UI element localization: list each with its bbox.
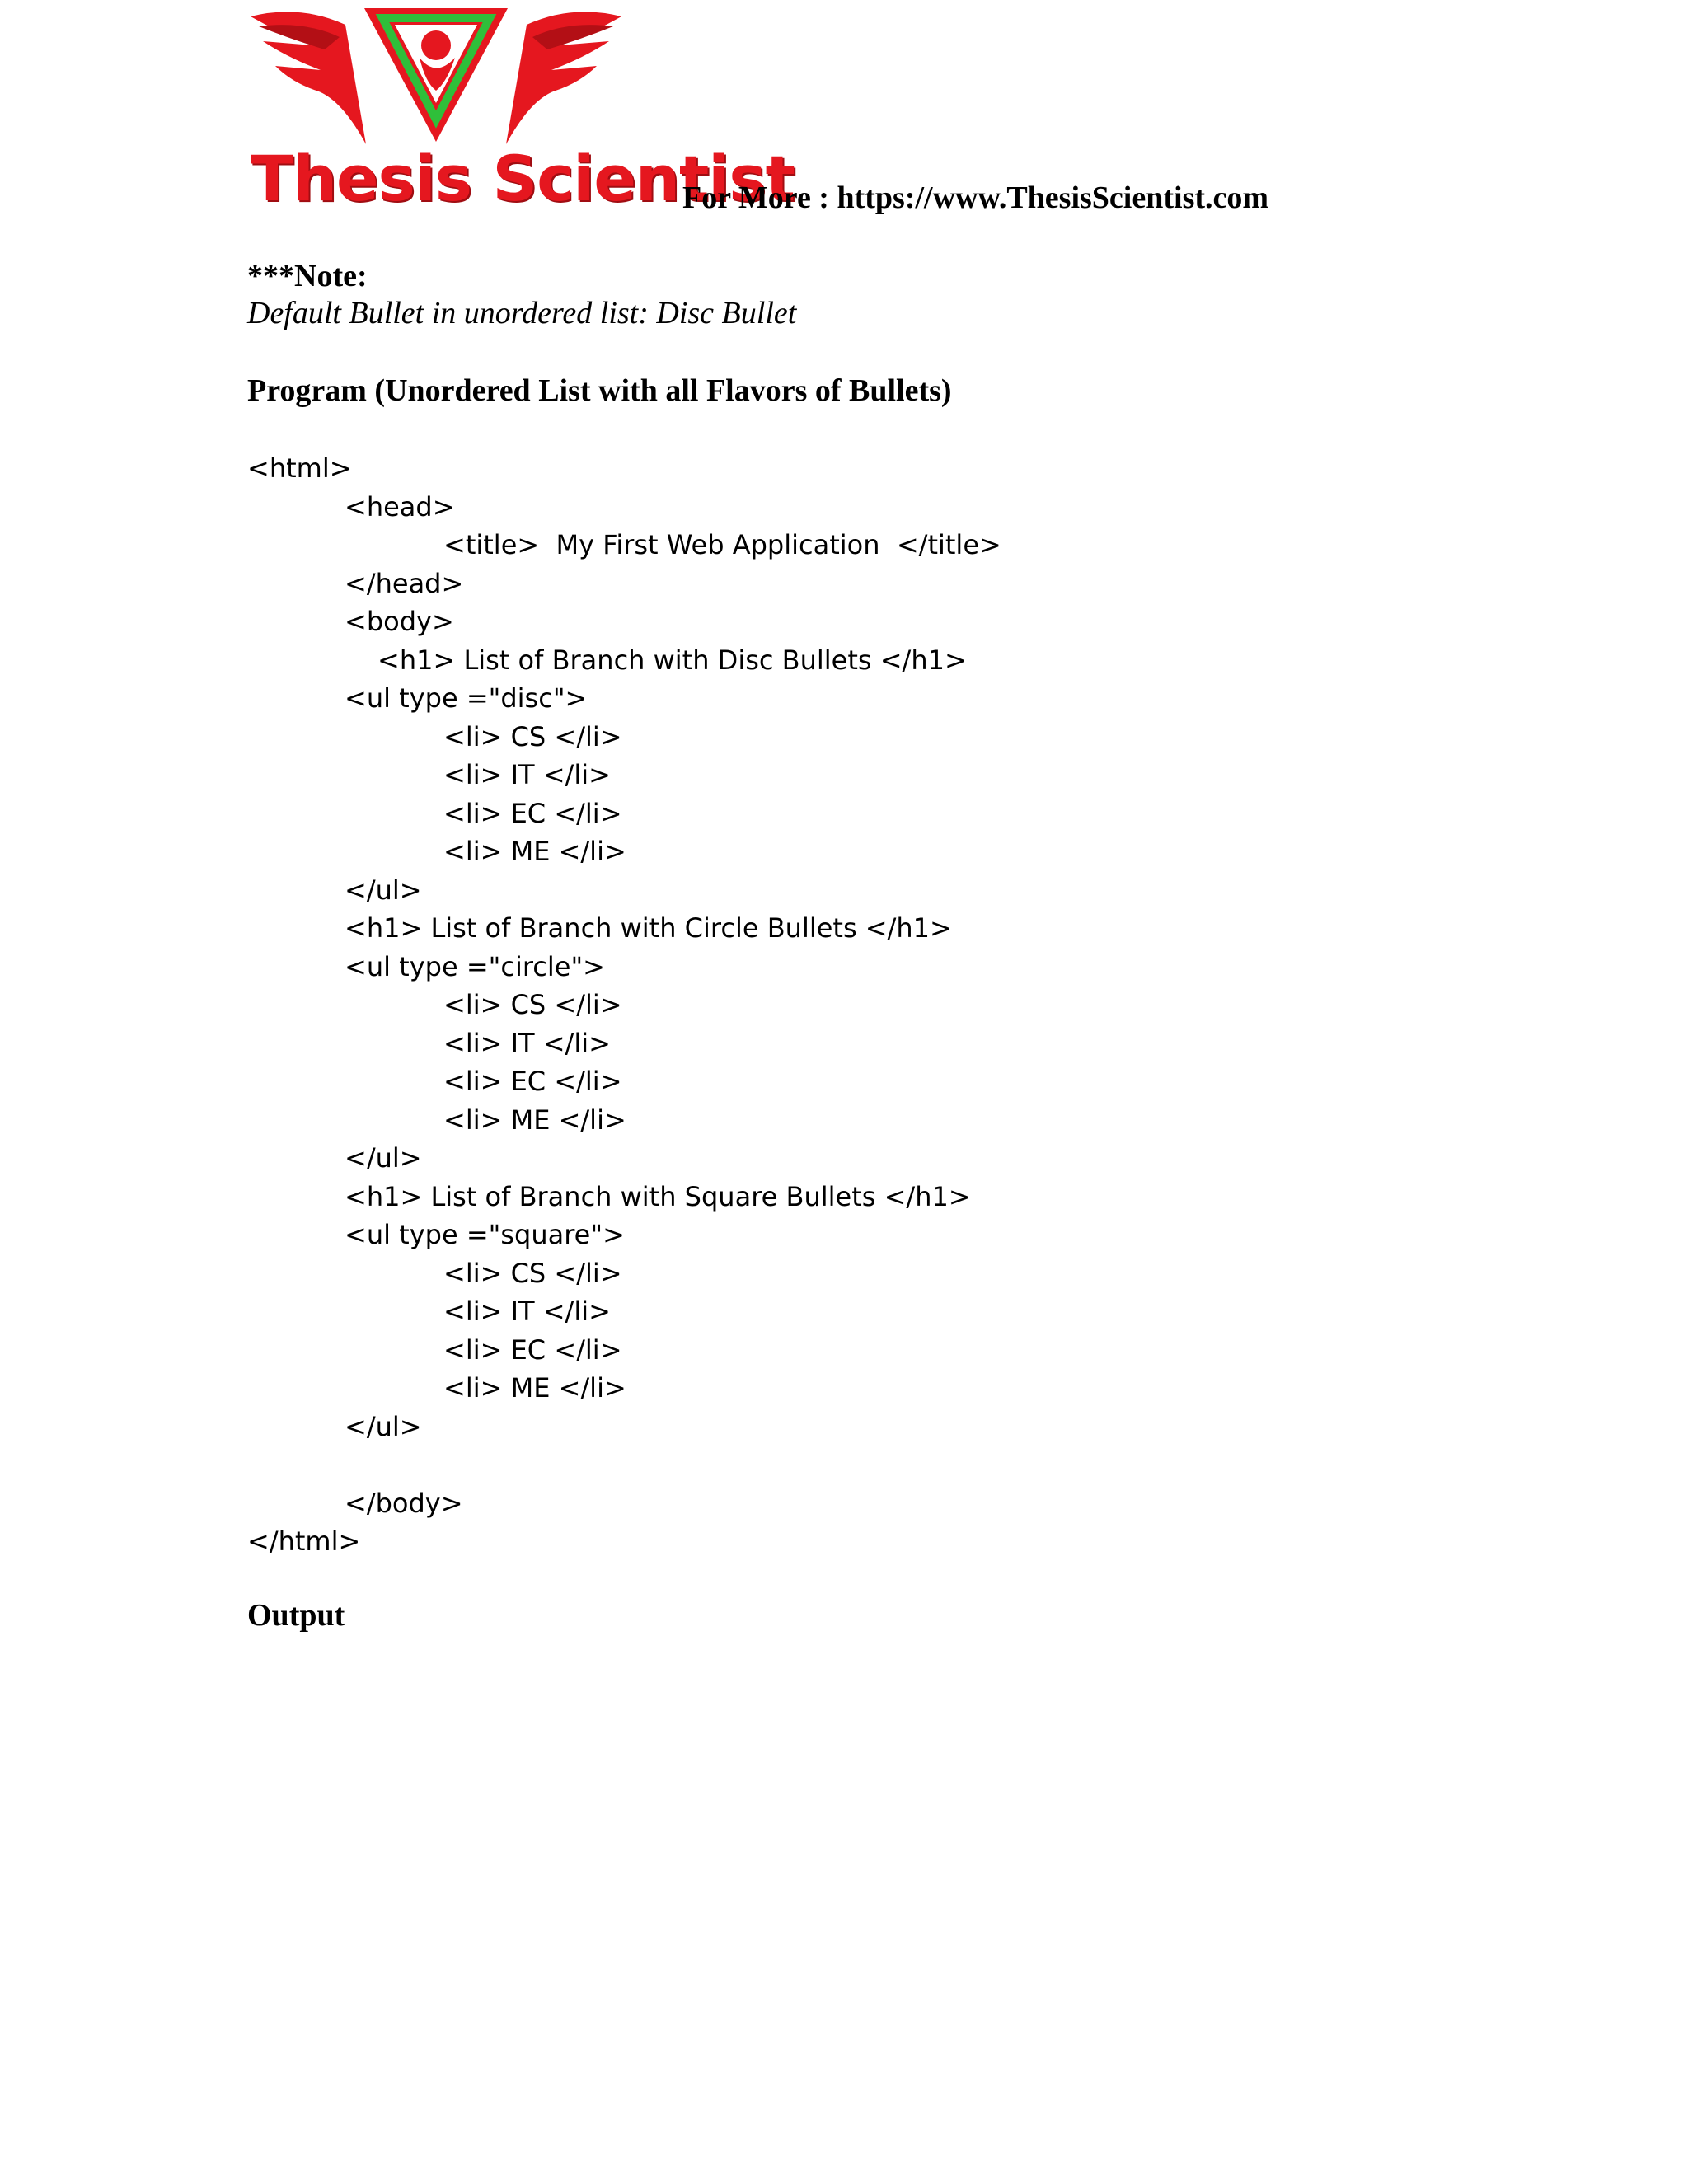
code-line: <li> IT </li> xyxy=(443,759,611,790)
logo-text: Thesis Scientist xyxy=(251,142,795,215)
code-line: <ul type ="square"> xyxy=(345,1219,625,1250)
code-line: </body> xyxy=(345,1487,463,1519)
output-heading: Output xyxy=(247,1598,345,1633)
code-line: <li> CS </li> xyxy=(443,1257,622,1289)
code-line: <title> My First Web Application </title> xyxy=(443,529,1001,560)
code-line: <li> CS </li> xyxy=(443,720,622,752)
thesis-scientist-logo xyxy=(242,0,795,223)
logo-emblem xyxy=(242,0,630,148)
program-heading: Program (Unordered List with all Flavors of Bullets) xyxy=(247,373,952,408)
code-line: </head> xyxy=(345,567,464,599)
code-line: <li> EC </li> xyxy=(443,1066,622,1097)
code-line xyxy=(247,1446,1001,1484)
code-line: <li> IT </li> xyxy=(443,1027,611,1059)
code-line: </ul> xyxy=(345,1410,422,1442)
code-line: <ul type ="circle"> xyxy=(345,950,605,982)
code-line: <li> ME </li> xyxy=(443,836,626,867)
header-website-link: For More : https://www.ThesisScientist.com xyxy=(682,180,1269,215)
code-line: </ul> xyxy=(345,1142,422,1174)
code-line: <li> EC </li> xyxy=(443,797,622,829)
code-line: <ul type ="disc"> xyxy=(345,682,588,714)
code-line: <h1> List of Branch with Square Bullets </h1> xyxy=(345,1180,971,1212)
code-line: <li> ME </li> xyxy=(443,1104,626,1136)
code-line: <li> IT </li> xyxy=(443,1296,611,1327)
code-line: </html> xyxy=(247,1526,361,1557)
code-block xyxy=(247,449,1001,1561)
code-line: <li> ME </li> xyxy=(443,1372,626,1404)
code-line: <body> xyxy=(345,606,454,637)
code-line: <h1> List of Branch with Disc Bullets </h1> xyxy=(377,644,967,676)
code-line: <li> EC </li> xyxy=(443,1333,622,1366)
code-line: <head> xyxy=(345,490,455,523)
note-text: Default Bullet in unordered list: Disc Bullet xyxy=(247,296,797,330)
code-line: <html> xyxy=(247,452,352,484)
note-title: ***Note: xyxy=(247,259,368,293)
code-line: </ul> xyxy=(345,874,422,906)
code-line: <h1> List of Branch with Circle Bullets </h1> xyxy=(345,912,952,944)
code-line: <li> CS </li> xyxy=(443,989,622,1020)
